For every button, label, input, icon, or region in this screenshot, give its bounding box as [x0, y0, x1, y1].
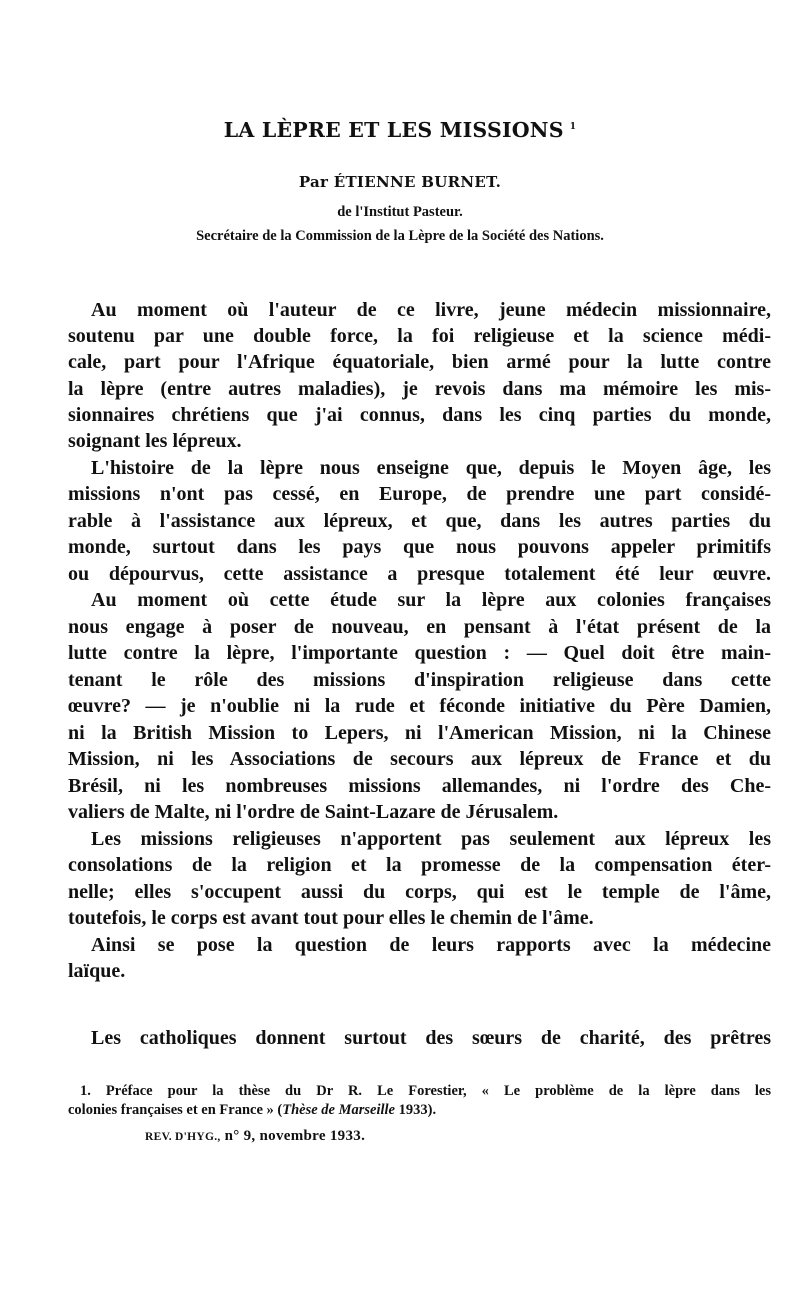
- text-line: L'histoire de la lèpre nous enseigne que, depuis le Moyen âge, les: [91, 457, 771, 479]
- author-line: Par ÉTIENNE BURNET.: [298, 173, 502, 191]
- text-line: nelle; elles s'occupent aussi du corps, qui est le temple de l'âme,: [68, 881, 771, 903]
- text-line: Ainsi se pose la question de leurs rapports avec la médecine: [91, 934, 771, 956]
- title-text: LA LÈPRE ET LES MISSIONS: [223, 118, 564, 142]
- text-line: monde, surtout dans les pays que nous pouvons appeler primitifs: [68, 536, 771, 558]
- text-line: Brésil, ni les nombreuses missions allemandes, ni l'ordre des Che-: [68, 775, 771, 797]
- text-line: cale, part pour l'Afrique équatoriale, bien armé pour la lutte contre: [68, 351, 771, 373]
- journal-issue: n° 9, novembre 1933.: [220, 1128, 366, 1144]
- text-line: Au moment où l'auteur de ce livre, jeune médecin missionnaire,: [91, 299, 771, 321]
- journal-abbr: REV. D'HYG.,: [145, 1131, 221, 1143]
- journal-reference: [145, 1128, 365, 1145]
- text-line: la lèpre (entre autres maladies), je revois dans ma mémoire les mis-: [68, 378, 771, 400]
- text-line: rable à l'assistance aux lépreux, et que, dans les autres parties du: [68, 510, 771, 532]
- text-line: œuvre? — je n'oublie ni la rude et féconde initiative du Père Damien,: [68, 695, 771, 717]
- text-line: soutenu par une double force, la foi religieuse et la science médi-: [68, 325, 771, 347]
- footnote-text: colonies françaises et en France » (: [68, 1102, 283, 1118]
- text-line: Au moment où cette étude sur la lèpre aux colonies françaises: [91, 589, 771, 611]
- text-line: lutte contre la lèpre, l'importante question : — Quel doit être main-: [68, 642, 771, 664]
- text-line: missions n'ont pas cessé, en Europe, de prendre une part considé-: [68, 483, 771, 505]
- text-line: soignant les lépreux.: [68, 430, 242, 452]
- text-line: ou dépourvus, cette assistance a presque totalement été leur œuvre.: [68, 563, 771, 585]
- footnote-marker: 1: [569, 122, 577, 133]
- text-line: sionnaires chrétiens que j'ai connus, dans les cinq parties du monde,: [68, 404, 771, 426]
- text-line: toutefois, le corps est avant tout pour elles le chemin de l'âme.: [68, 907, 594, 929]
- text-line: tenant le rôle des missions d'inspiration religieuse dans cette: [68, 669, 771, 691]
- affiliation-commission: Secrétaire de la Commission de la Lèpre de la Société des Nations.: [196, 228, 604, 244]
- footnote-thesis-title: Thèse de Marseille: [282, 1102, 395, 1118]
- text-line: valiers de Malte, ni l'ordre de Saint-Lazare de Jérusalem.: [68, 801, 559, 823]
- text-line: Les catholiques donnent surtout des sœurs de charité, des prêtres: [91, 1027, 771, 1049]
- article-title: [0, 118, 800, 142]
- text-line: Les missions religieuses n'apportent pas seulement aux lépreux les: [91, 828, 771, 850]
- text-line: Mission, ni les Associations de secours aux lépreux de France et du: [68, 748, 771, 770]
- text-line: laïque.: [68, 960, 126, 982]
- footnote-text: 1933).: [395, 1102, 437, 1118]
- text-line: ni la British Mission to Lepers, ni l'American Mission, ni la Chinese: [68, 722, 771, 744]
- affiliation-institut: de l'Institut Pasteur.: [337, 204, 463, 220]
- footnote-line: 1. Préface pour la thèse du Dr R. Le Forestier, « Le problème de la lèpre dans les: [80, 1083, 771, 1099]
- text-line: consolations de la religion et la promesse de la compensation éter-: [68, 854, 771, 876]
- footnote-line: [68, 1101, 771, 1119]
- text-line: nous engage à poser de nouveau, en pensant à l'état présent de la: [68, 616, 771, 638]
